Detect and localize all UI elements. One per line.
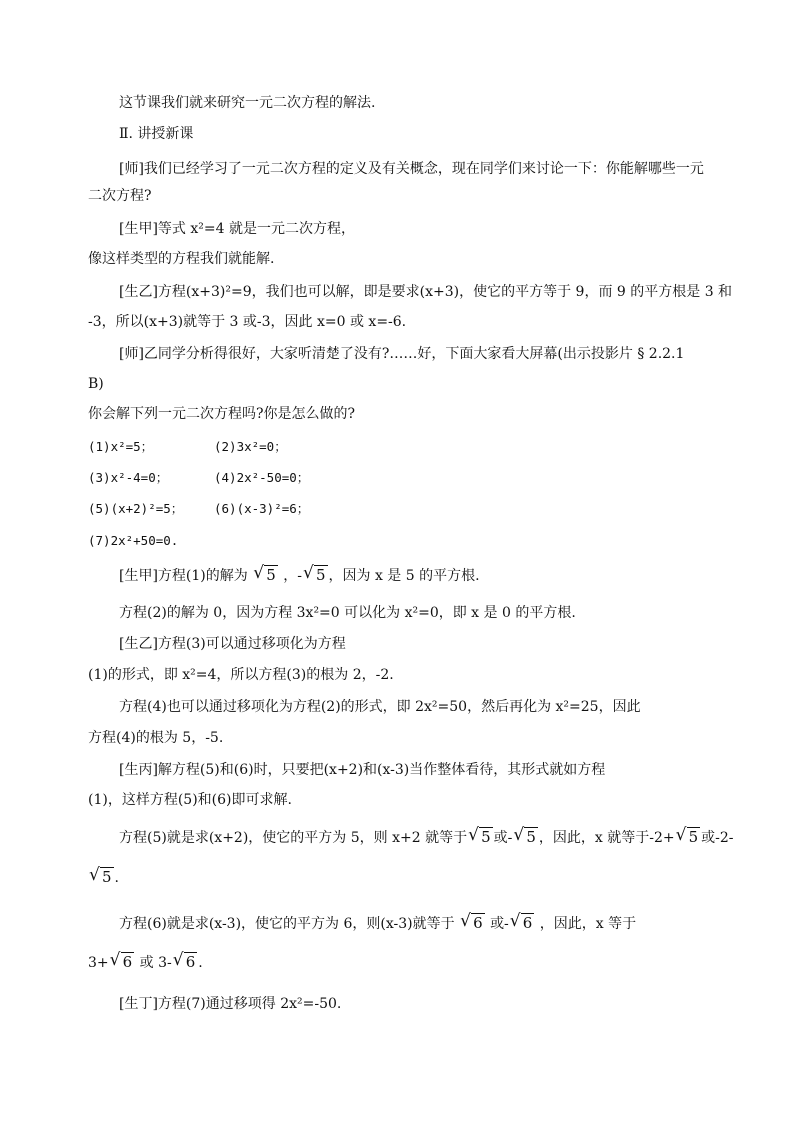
text: 或- [490,916,509,932]
text: 或-2- [701,830,734,846]
radicand: 5 [266,566,276,584]
sqrt-symbol [468,826,493,850]
radicand: 6 [522,914,533,932]
radicand: 5 [688,828,699,846]
equation: (3)x²-4=0； [88,470,169,485]
sqrt-symbol [253,564,278,588]
text: [生乙]方程(3)可以通过移项化为方程 [119,636,346,652]
equation: (5)(x+2)²=5； [88,501,184,516]
text: ，因此，x 就等于-2+ [538,830,675,846]
text-line [119,159,739,179]
text: (1)的形式，即 x²=4，所以方程(3)的根为 2，-2. [88,667,394,683]
text-line [119,994,739,1014]
equation-row [88,499,708,519]
text-line [88,404,708,424]
text: [生甲]等式 x²=4 就是一元二次方程， [119,221,355,237]
text-line [119,564,739,588]
equation: (7)2x²+50=0. [88,533,179,548]
text: [生乙]方程(x+3)²=9，我们也可以解，即是要求(x+3)，使它的平方等于 9，而 9 的平方根是 3 和 [119,284,733,300]
sqrt-symbol [513,826,538,850]
text: [师]乙同学分析得很好，大家听清楚了没有?……好，下面大家看大屏幕(出示投影片 § 2.2.1 [119,346,685,362]
radicand: 5 [315,566,326,584]
equation: (6)(x-3)²=6； [214,501,310,516]
text: . [198,955,203,971]
sqrt-symbol [510,912,535,936]
text-line [119,219,739,239]
sqrt-symbol [173,951,198,975]
text: 这节课我们就来研究一元二次方程的解法. [119,95,376,111]
text: 方程(2)的解为 0，因为方程 3x²=0 可以化为 x²=0，即 x 是 0 的平方根. [119,605,576,621]
text: 二次方程? [88,188,152,204]
text: -3，所以(x+3)就等于 3 或-3，因此 x=0 或 x=-6. [88,314,407,330]
text: 方程(4)也可以通过移项化为方程(2)的形式，即 2x²=50，然后再化为 x²=25，因此 [119,699,641,715]
text-line [119,603,739,623]
equation-row [88,531,708,551]
equation: (4)2x²-50=0； [214,470,310,485]
text: Ⅱ. 讲授新课 [119,126,194,142]
section-heading [119,124,739,144]
text-line [119,912,739,936]
text: 方程(4)的根为 5，-5. [88,730,224,746]
radicand: 6 [185,953,196,971]
text: ，因此，x 等于 [539,916,637,932]
text-line [88,374,708,394]
text: . [114,870,119,886]
text-line [88,790,708,810]
radicand: 6 [473,914,483,932]
text: 你会解下列一元二次方程吗?你是怎么做的? [88,406,356,422]
text: ，- [283,568,302,584]
text: [师]我们已经学习了一元二次方程的定义及有关概念，现在同学们来讨论一下：你能解哪些一元 [119,161,704,177]
text-line [88,866,708,890]
text: [生丙]解方程(5)和(6)时，只要把(x+2)和(x-3)当作整体看待，其形式就如方程 [119,762,606,778]
text-line [119,634,739,654]
equation-row [88,468,708,488]
text-line [88,249,708,269]
equation-row [88,437,708,457]
radicand: 5 [102,868,112,886]
text: 方程(5)就是求(x+2)，使它的平方为 5，则 x+2 就等于 [119,830,468,846]
text-line [88,186,708,206]
sqrt-symbol [110,951,135,975]
text: ，因为 x 是 5 的平方根. [328,568,480,584]
radicand: 5 [526,828,536,846]
text: 方程(6)就是求(x-3)，使它的平方为 6，则(x-3)就等于 [119,916,455,932]
text: 像这样类型的方程我们就能解. [88,251,275,267]
equation: (1)x²=5； [88,439,154,454]
text-line [119,760,739,780]
text: 或- [493,830,513,846]
text-line [119,826,739,850]
text: [生甲]方程(1)的解为 [119,568,248,584]
text-line [88,728,708,748]
sqrt-symbol [676,826,701,850]
text: 或 3- [139,955,172,971]
equation: (2)3x²=0； [214,439,287,454]
text-line [119,697,739,717]
text-line [88,312,708,332]
text-line [119,93,739,113]
radicand: 6 [122,953,133,971]
sqrt-symbol [460,912,485,936]
text-line [88,665,708,685]
text-line [119,282,739,302]
text: (1)，这样方程(5)和(6)即可求解. [88,792,292,808]
sqrt-symbol [89,866,114,890]
text: 3+ [88,955,109,971]
text-line [119,344,739,364]
text-line [88,951,708,975]
sqrt-symbol [303,564,328,588]
text: [生丁]方程(7)通过移项得 2x²=-50. [119,996,342,1012]
radicand: 5 [481,828,491,846]
text: B) [88,376,104,392]
